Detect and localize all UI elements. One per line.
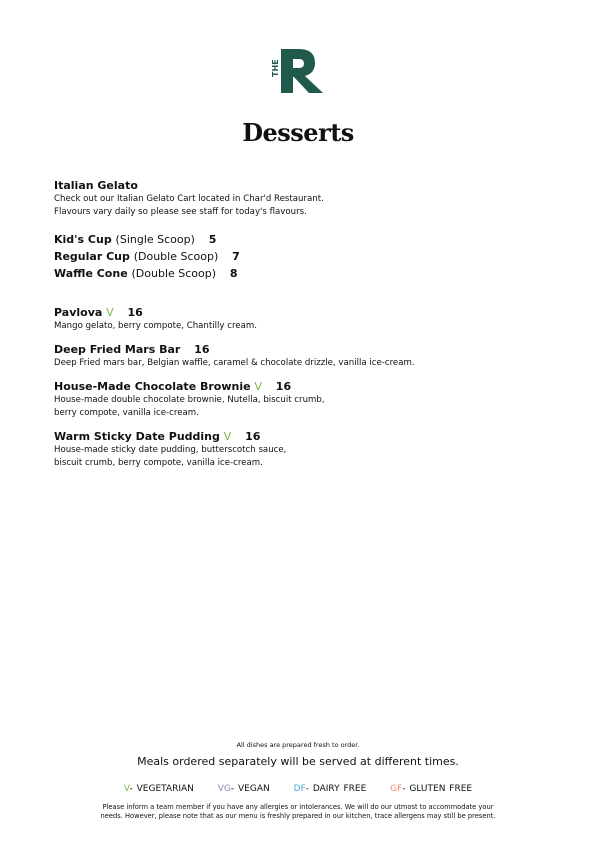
dessert-price: 16	[245, 430, 261, 443]
dessert-name: Pavlova	[54, 306, 103, 319]
legend-gluten-free	[390, 784, 472, 794]
legend-label: - VEGAN	[230, 784, 270, 794]
dessert-name: House-Made Chocolate Brownie	[54, 380, 251, 393]
dessert-heading	[54, 306, 554, 320]
gelato-option	[54, 265, 554, 282]
legend-label: - GLUTEN FREE	[402, 784, 473, 794]
gelato-desc-line-2: Flavours vary daily so please see staff for today's flavours.	[54, 207, 307, 217]
dessert-name: Deep Fried Mars Bar	[54, 343, 181, 356]
legend-code: DF	[293, 784, 306, 794]
gelato-options	[54, 231, 554, 282]
dessert-description: House-made sticky date pudding, butterscotch sauce,	[54, 445, 287, 455]
legend-code: VG	[217, 784, 231, 794]
option-name: Regular Cup	[54, 250, 130, 263]
allergy-line-2: needs. However, please note that as our menu is freshly prepared in our kitchen, trace allergens may still be present.	[100, 812, 496, 820]
legend-label: - DAIRY FREE	[305, 784, 367, 794]
option-price: 5	[208, 233, 217, 246]
dessert-description: Mango gelato, berry compote, Chantilly cream.	[54, 321, 257, 331]
dessert-description: House-made double chocolate brownie, Nutella, biscuit crumb,	[54, 395, 325, 405]
dessert-name: Warm Sticky Date Pudding	[54, 430, 220, 443]
vegetarian-tag: V	[106, 306, 114, 319]
gelato-desc-line-1: Check out our Italian Gelato Cart located in Char'd Restaurant.	[54, 194, 324, 204]
logo-mark-icon	[271, 47, 325, 95]
legend-vegan	[218, 784, 270, 794]
dessert-price: 16	[194, 343, 210, 356]
dessert-heading	[54, 343, 554, 357]
option-note: (Single Scoop)	[115, 233, 195, 246]
option-note: (Double Scoop)	[133, 250, 219, 263]
option-note: (Double Scoop)	[131, 267, 217, 280]
option-price: 8	[229, 267, 238, 280]
allergy-notice	[0, 803, 596, 821]
logo	[271, 47, 325, 95]
legend-vegetarian	[124, 784, 194, 794]
option-price: 7	[232, 250, 240, 263]
fresh-note: All dishes are prepared fresh to order.	[236, 741, 360, 749]
dessert-description: berry compote, vanilla ice-cream.	[54, 408, 199, 418]
legend-dairy-free	[294, 784, 367, 794]
allergy-line-1: Please inform a team member if you have any allergies or intolerances. We will do our utmost to accommodate your	[102, 803, 494, 811]
gelato-option	[54, 248, 554, 265]
dessert-heading	[54, 380, 554, 394]
dessert-price: 16	[275, 380, 292, 393]
legend-label: - VEGETARIAN	[129, 784, 194, 794]
menu-content	[54, 179, 554, 480]
dessert-heading	[54, 430, 554, 444]
page-title: Desserts	[242, 118, 354, 147]
gelato-section	[54, 179, 554, 282]
dessert-description: biscuit crumb, berry compote, vanilla ice-cream.	[54, 458, 263, 468]
footer	[0, 740, 596, 821]
dessert-item	[54, 306, 554, 333]
option-name: Waffle Cone	[54, 267, 128, 280]
gelato-option	[54, 231, 554, 248]
legend-code: GF	[390, 784, 403, 794]
option-name: Kid's Cup	[54, 233, 112, 246]
dessert-price: 16	[127, 306, 143, 319]
dessert-item	[54, 343, 554, 370]
vegetarian-tag: V	[223, 430, 232, 443]
separate-orders-note: Meals ordered separately will be served at different times.	[137, 755, 459, 768]
vegetarian-tag: V	[254, 380, 262, 393]
dessert-item	[54, 430, 554, 470]
logo-text: THE	[271, 59, 280, 77]
dessert-item	[54, 380, 554, 420]
dessert-description: Deep Fried mars bar, Belgian waffle, caramel & chocolate drizzle, vanilla ice-cream.	[54, 358, 415, 368]
gelato-title: Italian Gelato	[54, 179, 138, 192]
legend-code: V	[123, 784, 130, 794]
dietary-legend	[0, 783, 596, 795]
